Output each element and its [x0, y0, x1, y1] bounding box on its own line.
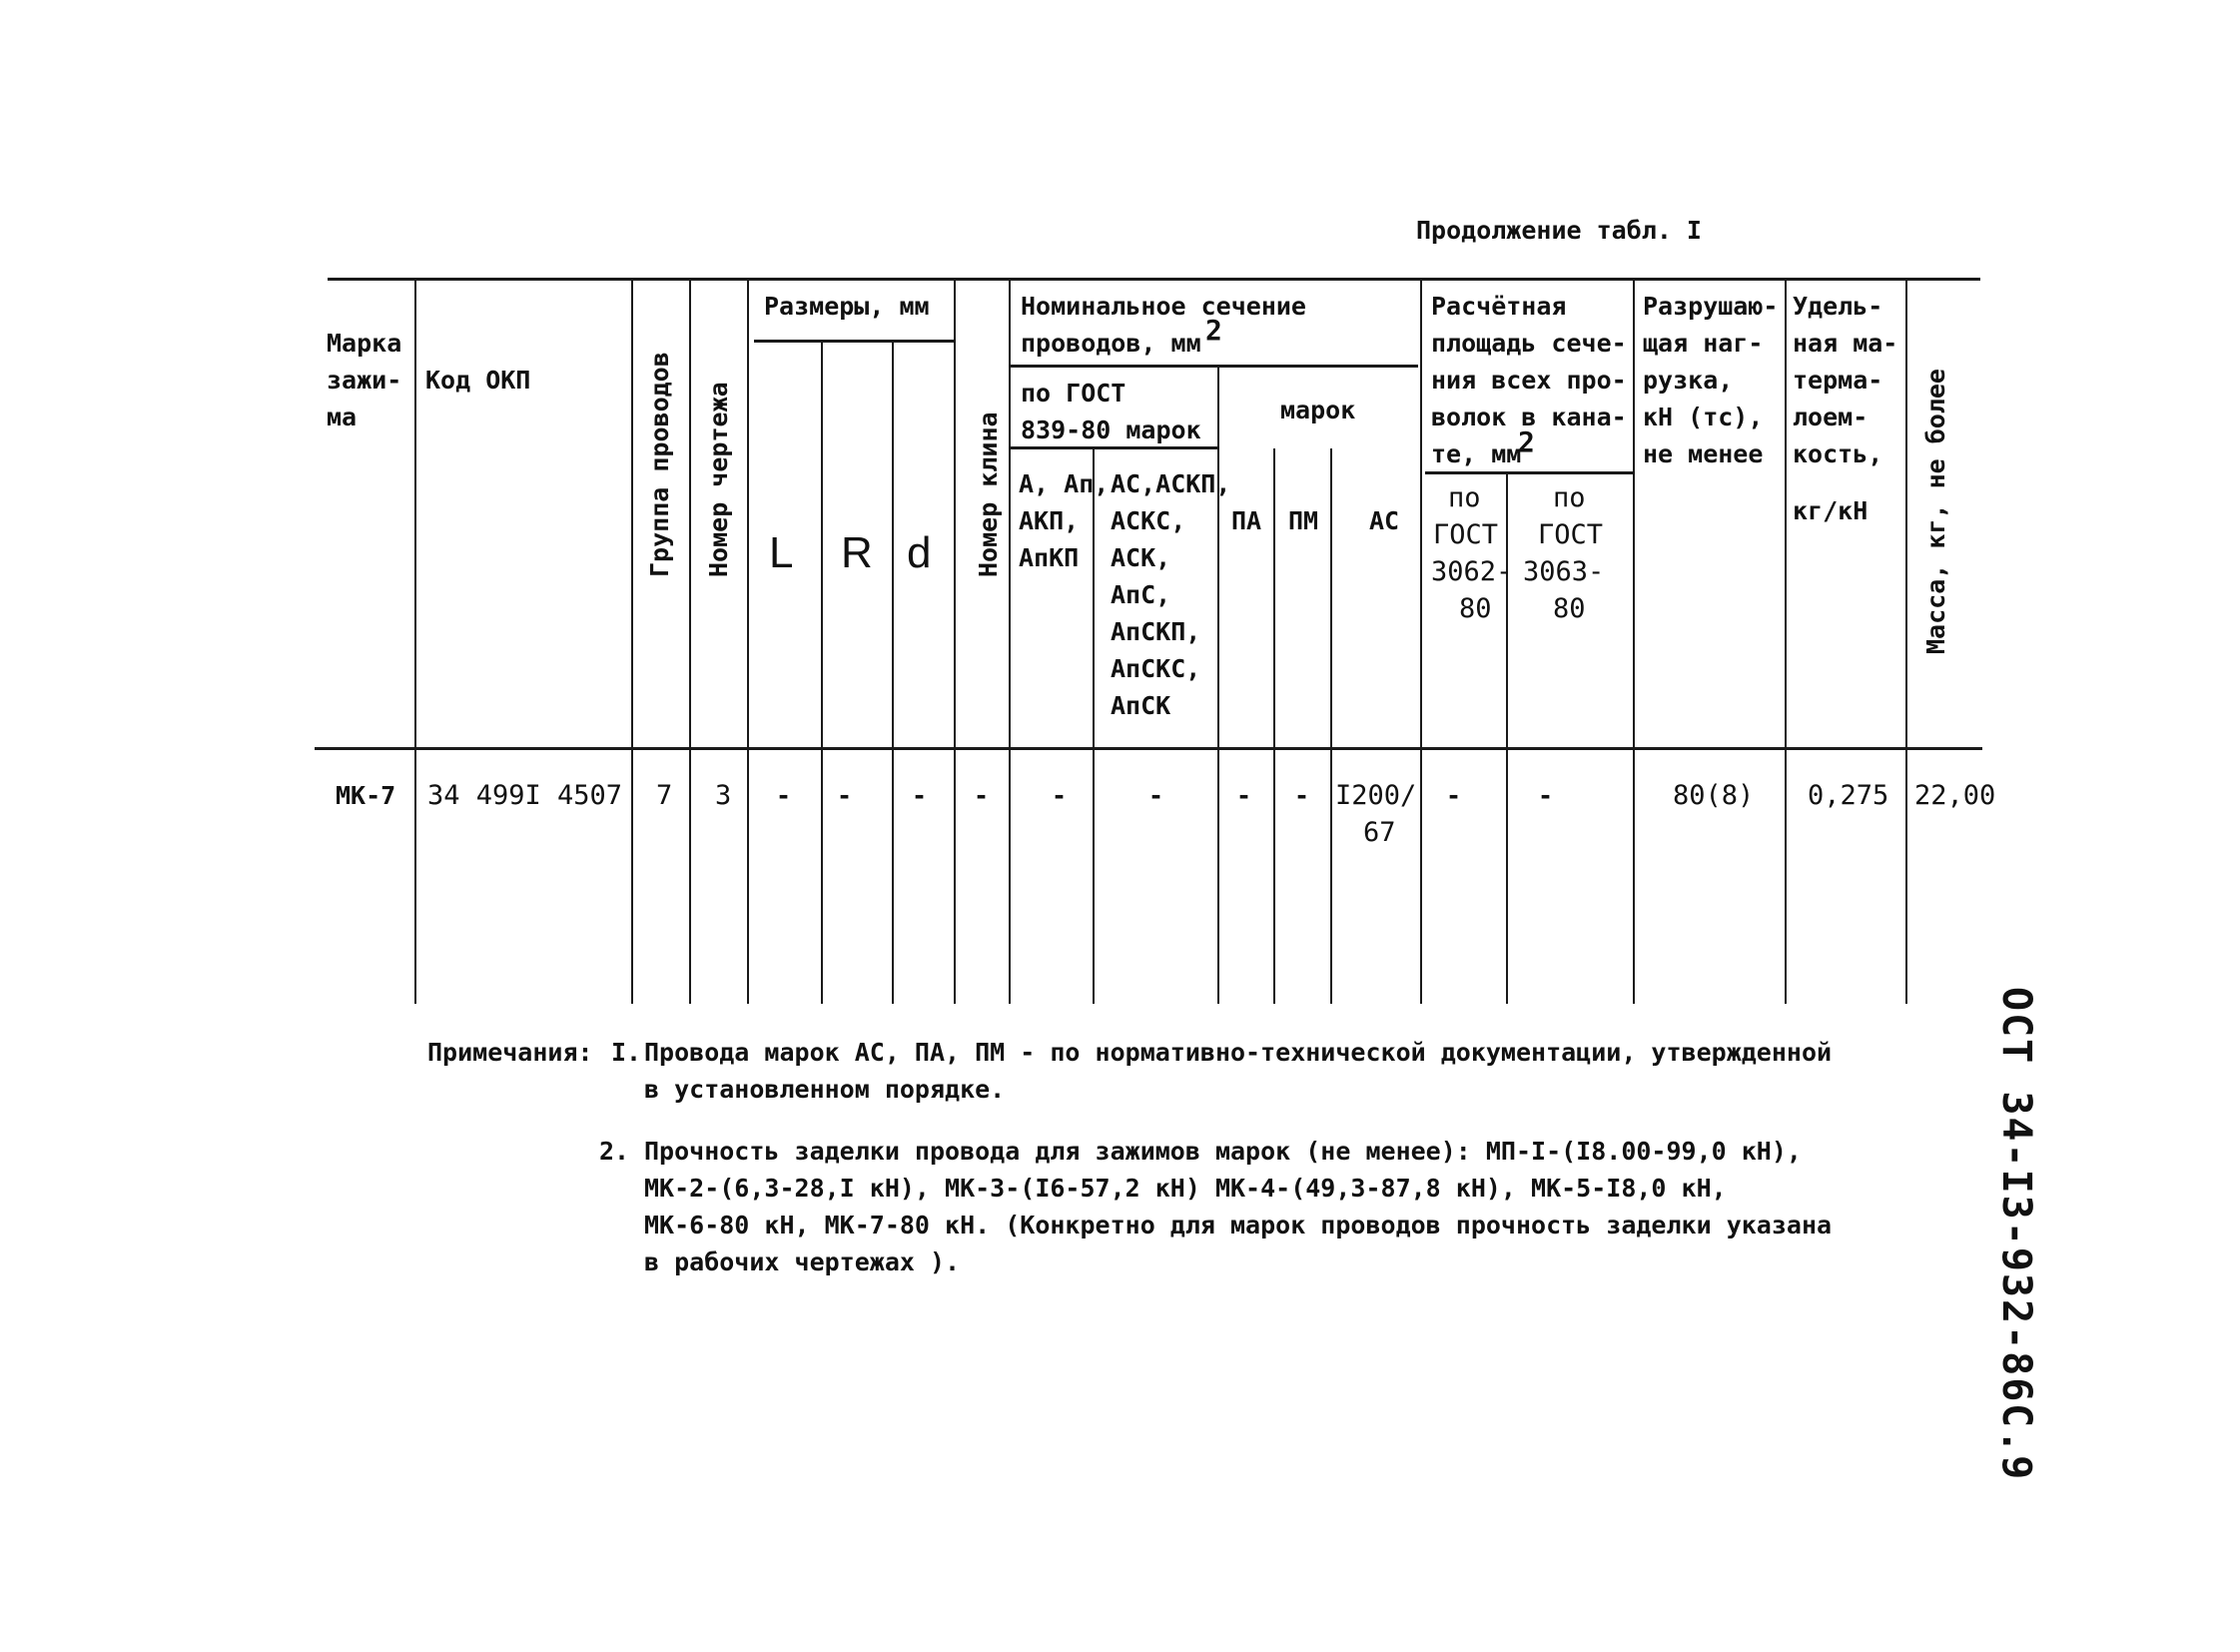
cell-wedge: - [974, 781, 990, 810]
cell-okp: 34 499I 4507 [427, 780, 623, 811]
header-calc-3: ния всех про- [1431, 366, 1627, 395]
header-g3063-2: ГОСТ [1538, 519, 1604, 550]
header-brand-2: зажи- [327, 366, 402, 395]
header-ac-1: АС,АСКП, [1111, 469, 1231, 498]
cell-break: 80(8) [1673, 780, 1755, 811]
cell-as-2: 67 [1363, 817, 1396, 848]
col-divider [1217, 367, 1219, 1004]
header-ac-5: АпСКП, [1111, 617, 1201, 646]
note-2-line-3: МК-6-80 кН, МК-7-80 кН. (Конкретно для марок проводов прочность заделки указана [644, 1211, 1833, 1239]
cell-mass: 22,00 [1914, 780, 1996, 811]
col-divider [821, 342, 823, 1004]
nominal-underline [1011, 365, 1418, 368]
header-ac-2: АСКС, [1111, 506, 1186, 535]
header-g3062-3: 3062- [1431, 556, 1513, 587]
cell-r: - [837, 781, 853, 810]
header-sizes: Размеры, мм [764, 292, 930, 321]
sizes-underline [754, 340, 954, 343]
col-divider [414, 280, 416, 1004]
side-standard-code: ОСТ 34-I3-932-86 [1993, 987, 2039, 1404]
header-pm: ПМ [1288, 506, 1319, 535]
page-number: С.9 [1993, 1403, 2039, 1482]
header-g3063-1: по [1553, 482, 1586, 513]
cell-g3063: - [1538, 781, 1554, 810]
header-size-l: L [769, 528, 794, 577]
header-spec-4: лоем- [1793, 403, 1868, 431]
cell-ac: - [1148, 781, 1164, 810]
header-ac-7: АпСК [1111, 691, 1171, 720]
note-2-line-1: Прочность заделки провода для зажимов марок (не менее): МП-I-(I8.00-99,0 кН), [644, 1137, 1802, 1166]
cell-drawing: 3 [715, 780, 732, 811]
header-a-3: АпКП [1019, 543, 1080, 572]
cell-pm: - [1294, 781, 1310, 810]
header-as: АС [1369, 506, 1400, 535]
cell-as-1: I200/ [1335, 780, 1417, 811]
col-divider [1633, 280, 1635, 1004]
header-g3062-2: ГОСТ [1433, 519, 1499, 550]
note-2-number: 2. [599, 1137, 630, 1166]
cell-g3062: - [1446, 781, 1462, 810]
col-divider [1330, 448, 1332, 1004]
col-divider [1905, 280, 1907, 1004]
header-spec-2: ная ма- [1793, 329, 1898, 358]
header-calc-4: волок в кана- [1431, 403, 1627, 431]
header-brand-1: Марка [327, 329, 402, 358]
col-divider [1420, 280, 1422, 1004]
header-drawing: Номер чертежа [704, 382, 733, 577]
header-spec-6: кг/кН [1793, 496, 1868, 525]
header-nominal-1: Номинальное сечение [1021, 292, 1306, 321]
cell-l: - [776, 781, 792, 810]
cell-pa: - [1236, 781, 1252, 810]
col-divider [892, 342, 894, 1004]
col-divider [1273, 448, 1275, 1004]
cell-a: - [1052, 781, 1068, 810]
col-divider [1009, 280, 1011, 1004]
header-group: Группа проводов [645, 352, 674, 577]
col-divider [954, 280, 956, 1004]
header-size-d: d [907, 528, 932, 577]
header-calc-5: те, мм [1431, 439, 1522, 468]
header-spec-5: кость, [1793, 439, 1883, 468]
header-gost-1: по ГОСТ [1021, 379, 1126, 408]
header-nominal-sup: 2 [1205, 314, 1222, 347]
header-break-2: щая наг- [1643, 329, 1764, 358]
header-break-4: кН (тс), [1643, 403, 1764, 431]
header-calc-1: Расчётная [1431, 292, 1567, 321]
note-1-line-2: в установленном порядке. [644, 1075, 1006, 1104]
header-a-2: АКП, [1019, 506, 1080, 535]
header-spec-1: Удель- [1793, 292, 1883, 321]
header-okp: Код ОКП [425, 366, 531, 395]
note-1-number: I. [611, 1038, 642, 1067]
header-bottom-border [315, 747, 1982, 750]
header-g3063-4: 80 [1553, 593, 1586, 624]
col-divider [1093, 448, 1095, 1004]
table-top-border [328, 278, 1980, 281]
col-divider [689, 280, 691, 1004]
header-brands: марок [1280, 396, 1356, 424]
header-wedge: Номер клина [974, 412, 1003, 577]
header-break-1: Разрушаю- [1643, 292, 1779, 321]
cell-group: 7 [656, 780, 673, 811]
header-g3062-4: 80 [1459, 593, 1492, 624]
header-spec-3: термa- [1793, 366, 1883, 395]
col-divider [747, 280, 749, 1004]
header-brand-3: ма [327, 403, 358, 431]
col-divider [1785, 280, 1787, 1004]
header-ac-4: АпС, [1111, 580, 1171, 609]
header-mass: Масса, кг, не более [1921, 369, 1950, 654]
header-g3063-3: 3063- [1523, 556, 1605, 587]
header-calc-2: площадь сече- [1431, 329, 1627, 358]
header-break-5: не менее [1643, 439, 1764, 468]
cell-spec: 0,275 [1808, 780, 1889, 811]
header-ac-6: АпСКС, [1111, 654, 1201, 683]
cell-brand: МК-7 [336, 781, 396, 810]
header-size-r: R [841, 528, 873, 577]
header-break-3: рузка, [1643, 366, 1734, 395]
header-pa: ПА [1231, 506, 1262, 535]
header-ac-3: АСК, [1111, 543, 1171, 572]
notes-label: Примечания: [427, 1038, 593, 1067]
note-1-line-1: Провода марок АС, ПА, ПМ - по нормативно-технической документации, утвержденной [644, 1038, 1833, 1067]
header-nominal-2: проводов, мм [1021, 329, 1201, 358]
col-divider [631, 280, 633, 1004]
note-2-line-2: МК-2-(6,3-28,I кН), МК-3-(I6-57,2 кН) МК-4-(49,3-87,8 кН), МК-5-I8,0 кН, [644, 1174, 1727, 1203]
cell-d: - [912, 781, 928, 810]
note-2-line-4: в рабочих чертежах ). [644, 1247, 961, 1276]
header-a-1: А, Ап, [1019, 469, 1110, 498]
continuation-title: Продолжение табл. I [1416, 216, 1702, 245]
header-calc-sup: 2 [1518, 425, 1535, 458]
header-gost-2: 839-80 марок [1021, 415, 1201, 444]
header-g3062-1: по [1448, 482, 1481, 513]
